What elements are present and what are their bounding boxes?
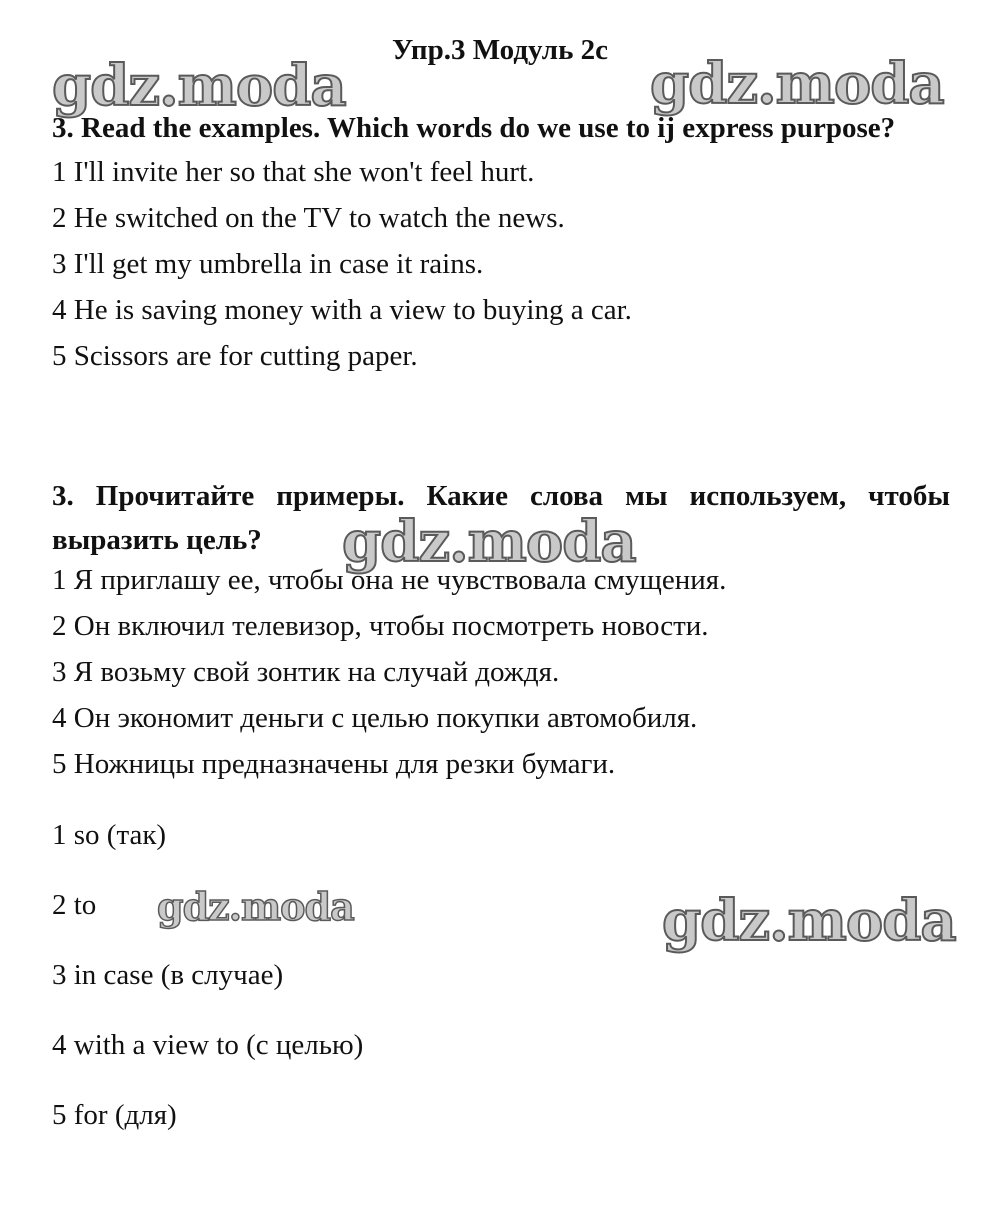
english-example-item: 1 I'll invite her so that she won't feel hurt.	[52, 156, 535, 188]
answers-list	[52, 817, 363, 1167]
watermark-logo: gdz.moda	[342, 509, 636, 575]
russian-example-item: 1 Я приглашу ее, чтобы она не чувствовала смущения.	[52, 564, 727, 596]
english-examples-list	[52, 154, 632, 384]
english-question: 3. Read the examples. Which words do we use to ij express purpose?	[52, 112, 896, 144]
answer-item: 3 in case (в случае)	[52, 959, 284, 991]
russian-question: 3. Прочитайте примеры. Какие слова мы используем, чтобы выразить цель?	[52, 480, 950, 556]
russian-examples-list	[52, 562, 726, 792]
russian-example-item: 3 Я возьму свой зонтик на случай дождя.	[52, 656, 560, 688]
english-example-item: 4 He is saving money with a view to buying a car.	[52, 294, 632, 326]
watermark-logo: gdz.moda	[650, 51, 944, 117]
english-example-item: 3 I'll get my umbrella in case it rains.	[52, 248, 484, 280]
russian-example-item: 5 Ножницы предназначены для резки бумаги.	[52, 748, 616, 780]
answer-item: 1 so (так)	[52, 819, 167, 851]
watermark-logo: gdz.moda	[662, 888, 956, 954]
russian-example-item: 4 Он экономит деньги с целью покупки автомобиля.	[52, 702, 698, 734]
watermark-logo: gdz.moda	[52, 53, 346, 119]
watermark-logo: gdz.moda	[157, 884, 354, 929]
answer-item: 4 with a view to (с целью)	[52, 1029, 364, 1061]
answer-item: 5 for (для)	[52, 1099, 177, 1131]
page-title: Упр.3 Модуль 2c	[391, 34, 609, 66]
english-example-item: 5 Scissors are for cutting paper.	[52, 340, 418, 372]
english-example-item: 2 He switched on the TV to watch the news.	[52, 202, 565, 234]
russian-example-item: 2 Он включил телевизор, чтобы посмотреть новости.	[52, 610, 709, 642]
answer-item: 2 to	[52, 889, 97, 921]
